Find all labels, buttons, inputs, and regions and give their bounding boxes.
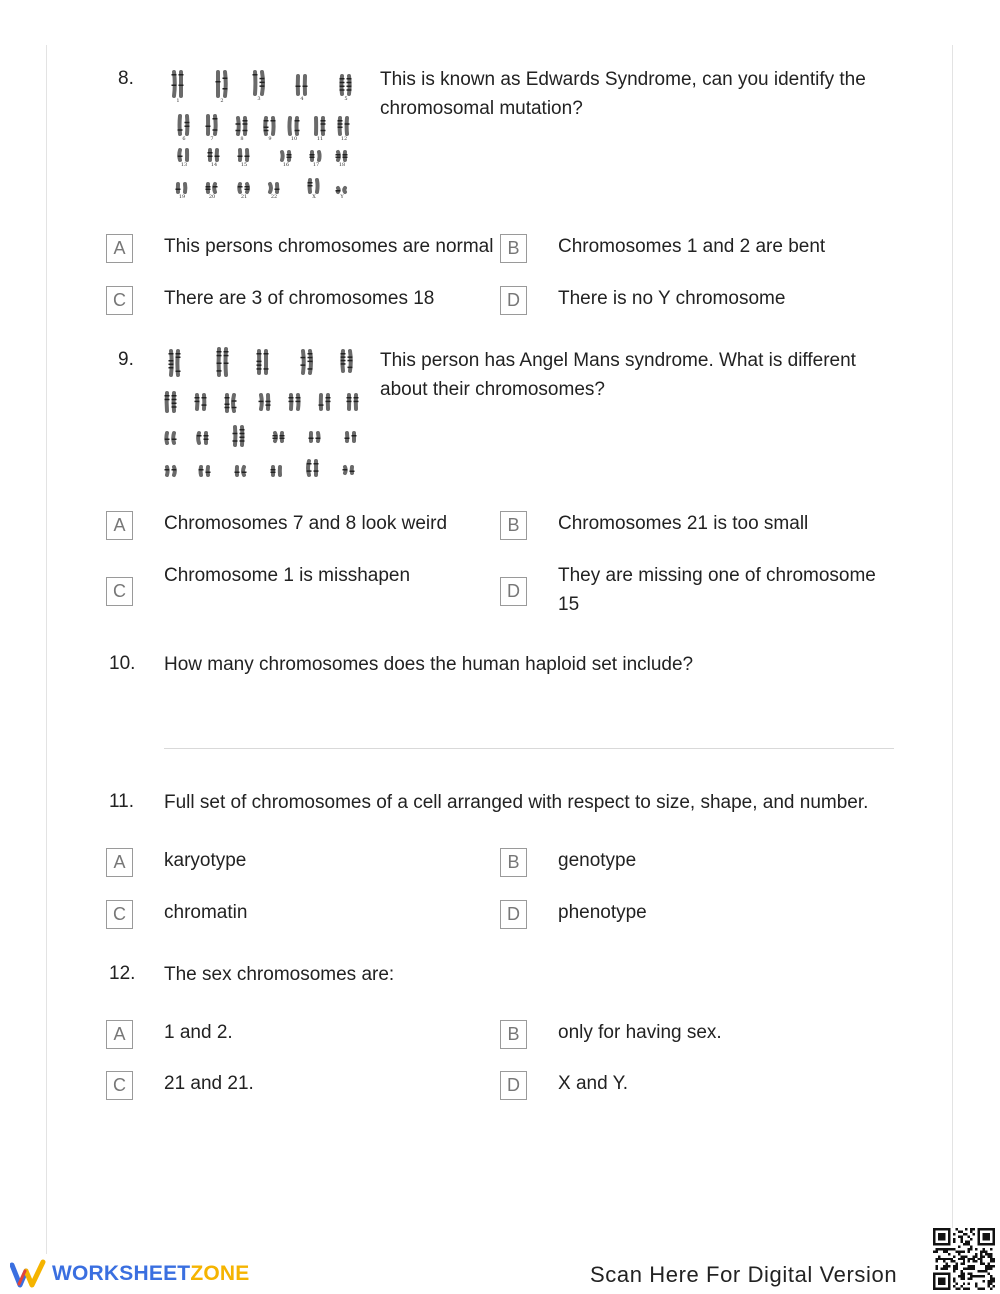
option-8a-text[interactable]: This persons chromosomes are normal xyxy=(164,236,494,257)
option-12d-text[interactable]: X and Y. xyxy=(558,1073,629,1094)
karyotype-label-15: 15 xyxy=(240,162,248,168)
option-9c-text[interactable]: Chromosome 1 is misshapen xyxy=(164,565,411,586)
question-10-text: How many chromosomes does the human haploid set include? xyxy=(164,654,694,675)
option-8b-box[interactable]: B xyxy=(500,234,527,263)
karyotype-label-11: 11 xyxy=(316,136,324,142)
question-9-number: 9. xyxy=(118,349,134,370)
option-12b-box[interactable]: B xyxy=(500,1020,527,1049)
karyotype-label-3: 3 xyxy=(257,96,261,102)
karyotype-label-4: 4 xyxy=(300,96,304,102)
option-12b-text[interactable]: only for having sex. xyxy=(558,1022,722,1043)
karyotype-label-17: 17 xyxy=(312,162,320,168)
option-11b-box[interactable]: B xyxy=(500,848,527,877)
karyotype-label-14: 14 xyxy=(210,162,218,168)
karyotype-label-2: 2 xyxy=(220,98,224,104)
question-12-number: 12. xyxy=(109,963,136,984)
option-11c-box[interactable]: C xyxy=(106,900,133,929)
option-9c-box[interactable]: C xyxy=(106,577,133,606)
question-8-text: This is known as Edwards Syndrome, can you identify the chromosomal mutation? xyxy=(380,69,866,119)
option-8a-box[interactable]: A xyxy=(106,234,133,263)
option-12c-text[interactable]: 21 and 21. xyxy=(164,1073,254,1094)
question-12-text: The sex chromosomes are: xyxy=(164,964,395,985)
option-8c-box[interactable]: C xyxy=(106,286,133,315)
karyotype-label-10: 10 xyxy=(290,136,298,142)
karyotype-label-16: 16 xyxy=(282,162,290,168)
option-9b-box[interactable]: B xyxy=(500,511,527,540)
karyotype-label-8: 8 xyxy=(240,136,244,142)
option-12a-text[interactable]: 1 and 2. xyxy=(164,1022,233,1043)
option-11a-text[interactable]: karyotype xyxy=(164,850,247,871)
option-8b-text[interactable]: Chromosomes 1 and 2 are bent xyxy=(558,236,826,257)
option-9a-box[interactable]: A xyxy=(106,511,133,540)
question-8-number: 8. xyxy=(118,68,134,89)
scan-text: Scan Here For Digital Version xyxy=(590,1262,898,1287)
karyotype-label-19: 19 xyxy=(178,194,186,200)
karyotype-label-5: 5 xyxy=(344,96,348,102)
karyotype-label-Y: Y xyxy=(340,194,344,200)
qr-code-icon[interactable] xyxy=(933,1228,995,1290)
answer-line-q10[interactable] xyxy=(164,748,894,749)
karyotype-label-9: 9 xyxy=(268,136,272,142)
karyotype-label-20: 20 xyxy=(208,194,216,200)
option-11a-box[interactable]: A xyxy=(106,848,133,877)
karyotype-label-13: 13 xyxy=(180,162,188,168)
karyotype-label-1: 1 xyxy=(176,98,180,104)
karyotype-label-12: 12 xyxy=(340,136,348,142)
option-11b-text[interactable]: genotype xyxy=(558,850,637,871)
option-9d-text[interactable]: They are missing one of chromosome 15 xyxy=(558,565,876,615)
option-11c-text[interactable]: chromatin xyxy=(164,902,248,923)
option-9a-text[interactable]: Chromosomes 7 and 8 look weird xyxy=(164,513,448,534)
option-8d-text[interactable]: There is no Y chromosome xyxy=(558,288,786,309)
option-12d-box[interactable]: D xyxy=(500,1071,527,1100)
brand-logo xyxy=(10,1256,249,1292)
karyotype-label-7: 7 xyxy=(210,136,214,142)
brand-name-part1: WORKSHEET xyxy=(52,1262,191,1285)
page-border-right xyxy=(952,45,953,1254)
worksheetzone-logo-icon xyxy=(10,1259,46,1289)
option-8d-box[interactable]: D xyxy=(500,286,527,315)
karyotype-label-21: 21 xyxy=(240,194,248,200)
karyotype-label-22: 22 xyxy=(270,194,278,200)
option-12c-box[interactable]: C xyxy=(106,1071,133,1100)
karyotype-label-X: X xyxy=(312,194,316,200)
question-11-number: 11. xyxy=(109,791,135,812)
karyotype-image-q8 xyxy=(165,68,365,206)
karyotype-label-18: 18 xyxy=(338,162,346,168)
karyotype-label-6: 6 xyxy=(182,136,186,142)
option-11d-text[interactable]: phenotype xyxy=(558,902,647,923)
option-12a-box[interactable]: A xyxy=(106,1020,133,1049)
option-9d-box[interactable]: D xyxy=(500,577,527,606)
question-9-text: This person has Angel Mans syndrome. What is different about their chromosomes? xyxy=(380,350,856,400)
question-10-number: 10. xyxy=(109,653,136,674)
option-9b-text[interactable]: Chromosomes 21 is too small xyxy=(558,513,809,534)
karyotype-image-q9 xyxy=(160,345,365,485)
brand-name-part2: ZONE xyxy=(190,1262,250,1285)
option-8c-text[interactable]: There are 3 of chromosomes 18 xyxy=(164,288,435,309)
question-11-text: Full set of chromosomes of a cell arranged with respect to size, shape, and number. xyxy=(164,792,869,813)
option-11d-box[interactable]: D xyxy=(500,900,527,929)
page-border-left xyxy=(46,45,47,1254)
